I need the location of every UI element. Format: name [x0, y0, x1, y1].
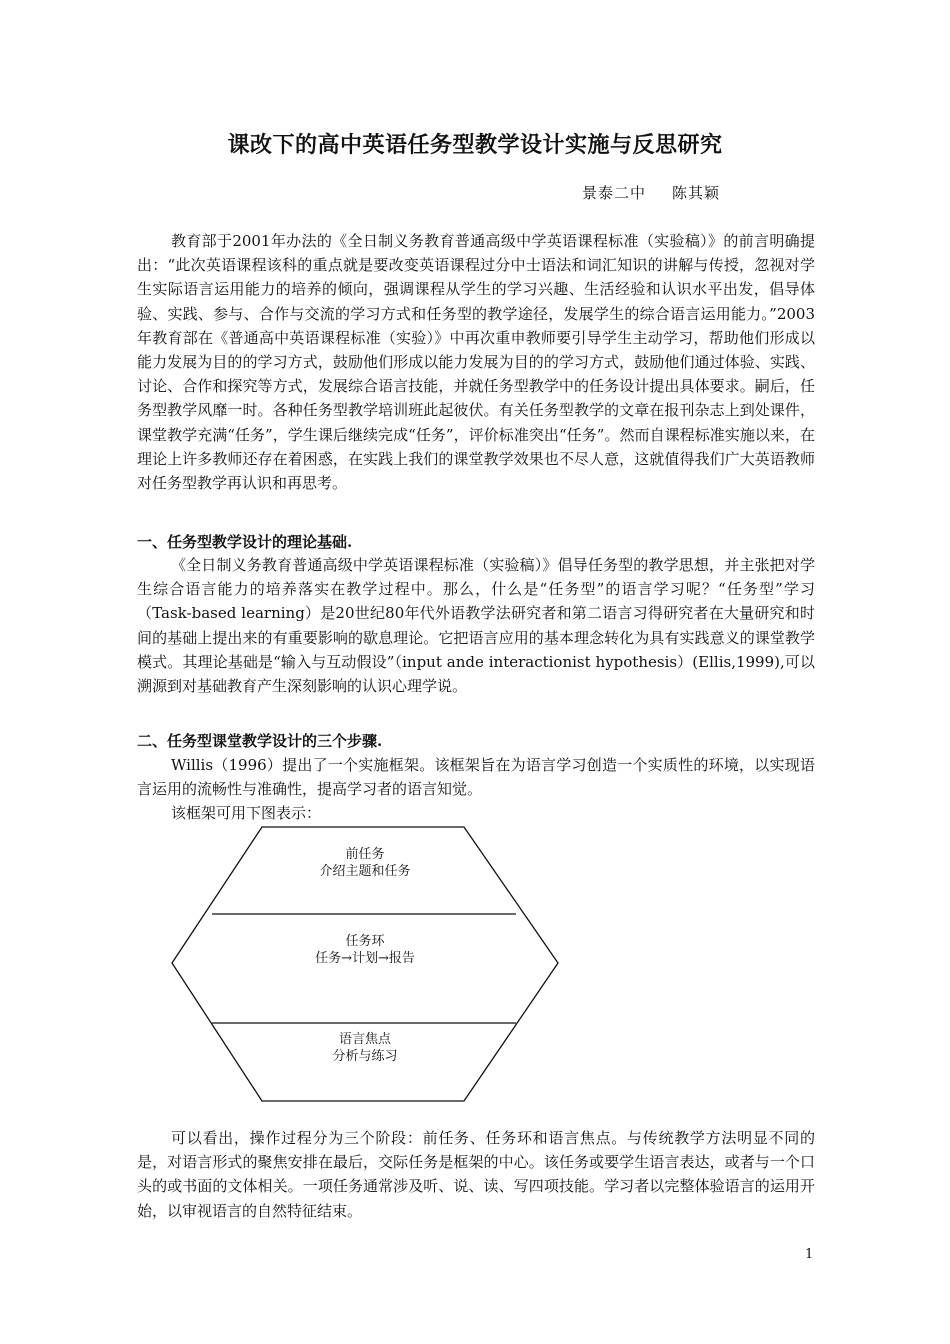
stage-pre-task — [170, 846, 560, 880]
diagram-intro: 该框架可用下图表示： — [171, 804, 322, 823]
section2-body-block — [137, 753, 815, 826]
stage-language-focus — [170, 1031, 560, 1065]
stage-desc: 任务→计划→报告 — [315, 951, 415, 966]
stage-task-cycle — [170, 933, 560, 967]
conclusion-paragraph: 可以看出，操作过程分为三个阶段：前任务、任务环和语言焦点。与传统教学方法明显不同的是，对语言形式的聚焦安排在最后，交际任务是框架的中心。该任务或要学生语言表达，或者与一个口头的或书面的文体相关。一项任务通常涉及听、说、读、写四项技能。学习者以完整体验语言的运用开始，以审视语言的自然特征结束。 — [137, 1129, 815, 1220]
section1-body-block — [137, 553, 815, 698]
task-framework-diagram — [170, 825, 560, 1103]
author-line — [582, 182, 720, 203]
author-school: 景泰二中 — [582, 184, 647, 202]
page-number: 1 — [805, 1247, 814, 1262]
stage-name: 前任务 — [345, 847, 385, 862]
stage-name: 语言焦点 — [338, 1032, 391, 1047]
stage-name: 任务环 — [345, 934, 385, 949]
section2-heading: 二、任务型课堂教学设计的三个步骤. — [137, 732, 383, 750]
stage-desc: 分析与练习 — [332, 1049, 398, 1064]
stage-desc: 介绍主题和任务 — [319, 864, 411, 879]
intro-paragraph: 教育部于2001年办法的《全日制义务教育普通高级中学英语课程标准（实验稿）》的前言明确提出：“此次英语课程该科的重点就是要改变英语课程过分中士语法和词汇知识的讲解与传授，忽视对学生实际语言运用能力的培养的倾向，强调课程从学生的学习兴趣、生活经验和认识水平出发，倡导体验、实践、参与、合作与交流的学习方式和任务型的教学途径，发展学生的综合语言运用能力。”2003年教育部在《普通高中英语课程标准（实验）》中再次重申教师要引导学生主动学习，帮助他们形成以能力发展为目的的学习方式，鼓励他们形成以能力发展为目的的学习方式，鼓励他们通过体验、实践、讨论、合作和探究等方式，发展综合语言技能，并就任务型教学中的任务设计提出具体要求。嗣后，任务型教学风靡一时。各种任务型教学培训班此起彼伏。有关任务型教学的文章在报刊杂志上到处课件，课堂教学充满“任务”，学生课后继续完成“任务”，评价标准突出“任务”。然而自课程标准实施以来，在理论上许多教师还存在着困惑，在实践上我们的课堂教学效果也不尽人意，这就值得我们广大英语教师对任务型教学再认识和再思考。 — [137, 232, 815, 493]
section2-paragraph: Willis（1996）提出了一个实施框架。该框架旨在为语言学习创造一个实质性的环境，以实现语言运用的流畅性与准确性，提高学习者的语言知觉。 — [137, 756, 815, 799]
author-name: 陈其颖 — [672, 184, 721, 202]
page-title: 课改下的高中英语任务型教学设计实施与反思研究 — [227, 132, 723, 158]
intro-paragraph-block — [137, 229, 815, 495]
section1-heading: 一、任务型教学设计的理论基础. — [137, 533, 353, 551]
section1-paragraph: 《全日制义务教育普通高级中学英语课程标准（实验稿）》倡导任务型的教学思想，并主张把对学生综合语言能力的培养落实在教学过程中。那么，什么是“任务型”的语言学习呢？“任务型”学习（Task-based learning）是20世纪80年代外语教学法研究者和第二语言习得研究者在大量研究和时间的基础上提出来的有重要影响的歇息理论。它把语言应用的基本理念转化为具有实践意义的课堂教学模式。其理论基础是“输入与互动假设”（input ande interactionist hypothesis）(Ellis,1999),可以溯源到对基础教育产生深刻影响的认识心理学说。 — [137, 556, 815, 696]
conclusion-block — [137, 1126, 815, 1223]
